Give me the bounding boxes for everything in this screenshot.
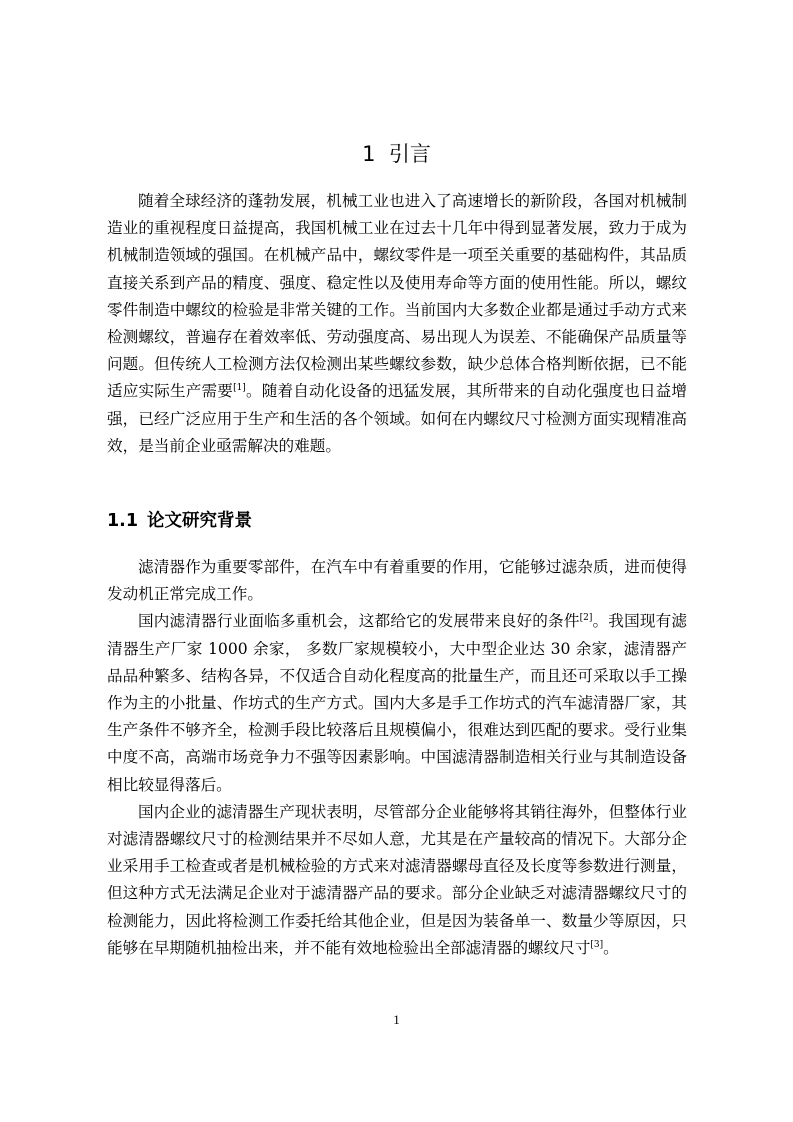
citation-3[interactable]: [3] bbox=[590, 939, 604, 950]
section-paragraph-2-text-a: 国内滤清器行业面临多重机会，这都给它的发展带来良好的条件 bbox=[138, 612, 580, 631]
chapter-title bbox=[0, 140, 793, 168]
section-paragraph-3-text-a: 国内企业的滤清器生产现状表明，尽管部分企业能够将其销往海外，但整体行业对滤清器螺纹尺寸的检测结果并不尽如人意，尤其是在产量较高的情况下。大部分企业采用手工检查或者是机械检验的方式来对滤清器螺母直径及长度等参数进行测量，但这种方式无法满足企业对于滤清器产品的要求。部分企业缺乏对滤清器螺纹尺寸的检测能力，因此将检测工作委托给其他企业，但是因为装备单一、数量少等原因，只能够在早期随机抽检出来，并不能有效地检验出全部滤清器的螺纹尺寸 bbox=[107, 802, 687, 957]
section-paragraph-1: 滤清器作为重要零部件，在汽车中有着重要的作用，它能够过滤杂质，进而使得发动机正常完成工作。 bbox=[107, 558, 687, 604]
intro-paragraph-text-b: 。随着自动化设备的迅猛发展，其所带来的自动化强度也日益增强，已经广泛应用于生产和生活的各个领域。如何在内螺纹尺寸检测方面实现精准高效，是当前企业亟需解决的难题。 bbox=[107, 382, 687, 455]
citation-2[interactable]: [2] bbox=[579, 613, 593, 624]
section-heading bbox=[107, 507, 252, 535]
chapter-number: 1 bbox=[362, 142, 376, 166]
page-number: 1 bbox=[393, 1012, 400, 1027]
intro-paragraph bbox=[107, 188, 687, 460]
section-body bbox=[107, 554, 687, 962]
section-paragraph-3 bbox=[107, 799, 687, 962]
section-paragraph-3-text-b: 。 bbox=[603, 938, 619, 957]
chapter-title-text: 引言 bbox=[388, 142, 431, 166]
section-title-text: 论文研究背景 bbox=[147, 511, 253, 531]
intro-body bbox=[107, 188, 687, 460]
intro-paragraph-text-a: 随着全球经济的蓬勃发展，机械工业也进入了高速增长的新阶段，各国对机械制造业的重视程度日益提高，我国机械工业在过去十几年中得到显著发展，致力于成为机械制造领域的强国。在机械产品中，螺纹零件是一项至关重要的基础构件，其品质直接关系到产品的精度、强度、稳定性以及使用寿命等方面的使用性能。所以，螺纹零件制造中螺纹的检验是非常关键的工作。当前国内大多数企业都是通过手动方式来检测螺纹，普遍存在着效率低、劳动强度高、易出现人为误差、不能确保产品质量等问题。但传统人工检测方法仅检测出某些螺纹参数，缺少总体合格判断依据，已不能适应实际生产需要 bbox=[107, 192, 687, 401]
citation-1[interactable]: [1] bbox=[233, 383, 246, 394]
section-paragraph-2-text-b: 。我国现有滤清器生产厂家 1000 余家， 多数厂家规模较小，大中型企业达 30 余家，滤清器产品品种繁多、结构各异，不仅适合自动化程度高的批量生产，而且还可采取以手工操作为主的小批量、作坊式的生产方式。国内大多是手工作坊式的汽车滤清器厂家，其生产条件不够齐全，检测手段比较落后且规模偏小，很难达到匹配的要求。受行业集中度不高，高端市场竞争力不强等因素影响。中国滤清器制造相关行业与其制造设备相比较显得落后。 bbox=[107, 612, 687, 794]
section-paragraph-2 bbox=[107, 608, 687, 798]
section-number: 1.1 bbox=[107, 511, 139, 531]
